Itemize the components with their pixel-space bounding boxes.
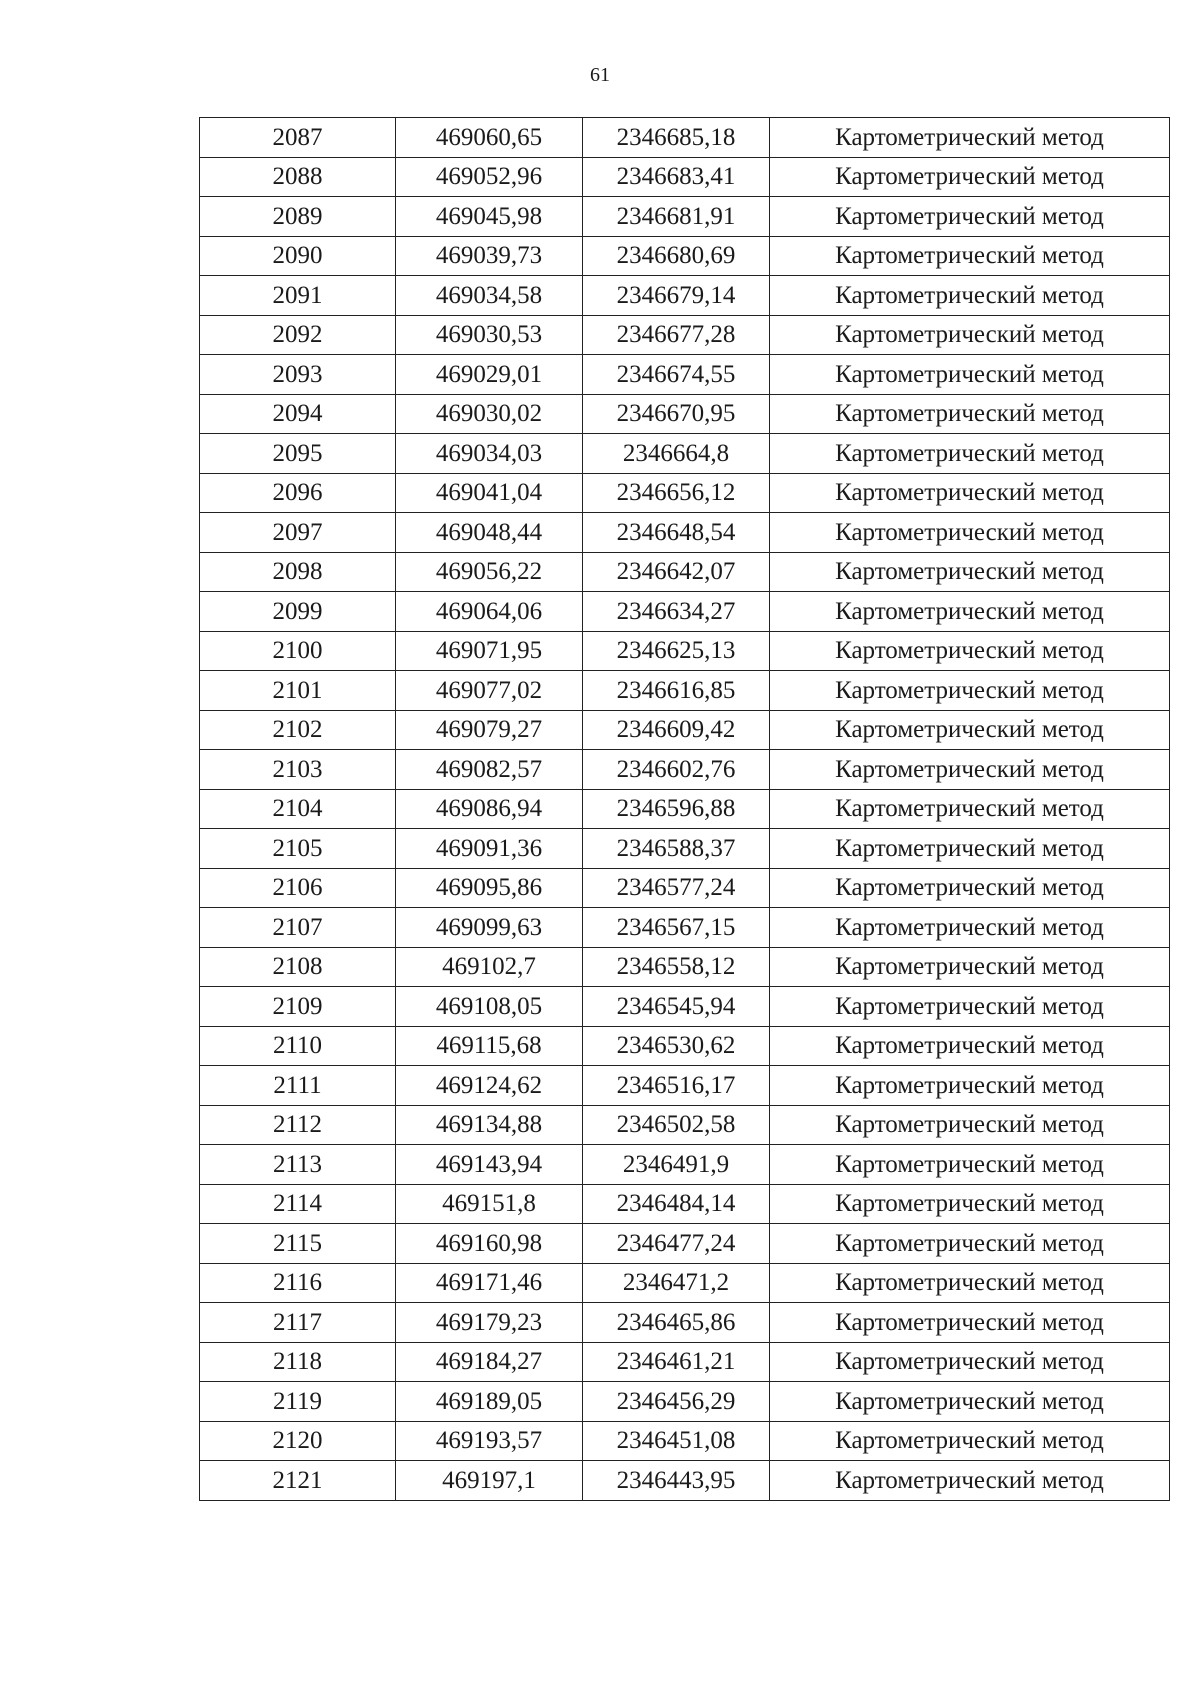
x-coordinate-cell: 469048,44: [396, 513, 583, 553]
x-coordinate-cell: 469095,86: [396, 868, 583, 908]
method-cell: Картометрический метод: [770, 1145, 1170, 1185]
x-coordinate-cell: 469056,22: [396, 552, 583, 592]
method-cell: Картометрический метод: [770, 552, 1170, 592]
table-row: [200, 236, 1170, 276]
table-row: [200, 947, 1170, 987]
coordinates-table-body: [200, 118, 1170, 1501]
y-coordinate-cell: 2346558,12: [583, 947, 770, 987]
point-number-cell: 2096: [200, 473, 396, 513]
x-coordinate-cell: 469029,01: [396, 355, 583, 395]
x-coordinate-cell: 469064,06: [396, 592, 583, 632]
x-coordinate-cell: 469124,62: [396, 1066, 583, 1106]
point-number-cell: 2116: [200, 1263, 396, 1303]
table-row: [200, 1342, 1170, 1382]
y-coordinate-cell: 2346616,85: [583, 671, 770, 711]
x-coordinate-cell: 469179,23: [396, 1303, 583, 1343]
y-coordinate-cell: 2346634,27: [583, 592, 770, 632]
table-row: [200, 1382, 1170, 1422]
table-row: [200, 710, 1170, 750]
point-number-cell: 2118: [200, 1342, 396, 1382]
table-row: [200, 592, 1170, 632]
method-cell: Картометрический метод: [770, 236, 1170, 276]
y-coordinate-cell: 2346461,21: [583, 1342, 770, 1382]
y-coordinate-cell: 2346674,55: [583, 355, 770, 395]
point-number-cell: 2119: [200, 1382, 396, 1422]
table-row: [200, 197, 1170, 237]
x-coordinate-cell: 469034,58: [396, 276, 583, 316]
method-cell: Картометрический метод: [770, 1105, 1170, 1145]
point-number-cell: 2104: [200, 789, 396, 829]
method-cell: Картометрический метод: [770, 1342, 1170, 1382]
table-row: [200, 394, 1170, 434]
y-coordinate-cell: 2346625,13: [583, 631, 770, 671]
method-cell: Картометрический метод: [770, 1224, 1170, 1264]
method-cell: Картометрический метод: [770, 1263, 1170, 1303]
method-cell: Картометрический метод: [770, 710, 1170, 750]
point-number-cell: 2112: [200, 1105, 396, 1145]
table-row: [200, 315, 1170, 355]
method-cell: Картометрический метод: [770, 355, 1170, 395]
x-coordinate-cell: 469143,94: [396, 1145, 583, 1185]
x-coordinate-cell: 469102,7: [396, 947, 583, 987]
y-coordinate-cell: 2346577,24: [583, 868, 770, 908]
y-coordinate-cell: 2346456,29: [583, 1382, 770, 1422]
x-coordinate-cell: 469052,96: [396, 157, 583, 197]
point-number-cell: 2090: [200, 236, 396, 276]
x-coordinate-cell: 469108,05: [396, 987, 583, 1027]
y-coordinate-cell: 2346664,8: [583, 434, 770, 474]
coordinates-table: [199, 117, 1170, 1501]
y-coordinate-cell: 2346683,41: [583, 157, 770, 197]
table-row: [200, 513, 1170, 553]
method-cell: Картометрический метод: [770, 987, 1170, 1027]
method-cell: Картометрический метод: [770, 513, 1170, 553]
point-number-cell: 2098: [200, 552, 396, 592]
method-cell: Картометрический метод: [770, 1026, 1170, 1066]
y-coordinate-cell: 2346648,54: [583, 513, 770, 553]
y-coordinate-cell: 2346443,95: [583, 1461, 770, 1501]
point-number-cell: 2088: [200, 157, 396, 197]
y-coordinate-cell: 2346545,94: [583, 987, 770, 1027]
point-number-cell: 2113: [200, 1145, 396, 1185]
table-row: [200, 1303, 1170, 1343]
method-cell: Картометрический метод: [770, 197, 1170, 237]
table-row: [200, 434, 1170, 474]
method-cell: Картометрический метод: [770, 908, 1170, 948]
point-number-cell: 2117: [200, 1303, 396, 1343]
x-coordinate-cell: 469086,94: [396, 789, 583, 829]
method-cell: Картометрический метод: [770, 947, 1170, 987]
y-coordinate-cell: 2346588,37: [583, 829, 770, 869]
method-cell: Картометрический метод: [770, 1461, 1170, 1501]
point-number-cell: 2099: [200, 592, 396, 632]
table-row: [200, 1184, 1170, 1224]
y-coordinate-cell: 2346484,14: [583, 1184, 770, 1224]
table-row: [200, 829, 1170, 869]
point-number-cell: 2110: [200, 1026, 396, 1066]
point-number-cell: 2101: [200, 671, 396, 711]
table-row: [200, 118, 1170, 158]
x-coordinate-cell: 469079,27: [396, 710, 583, 750]
y-coordinate-cell: 2346530,62: [583, 1026, 770, 1066]
table-row: [200, 1421, 1170, 1461]
point-number-cell: 2107: [200, 908, 396, 948]
point-number-cell: 2097: [200, 513, 396, 553]
y-coordinate-cell: 2346685,18: [583, 118, 770, 158]
point-number-cell: 2106: [200, 868, 396, 908]
point-number-cell: 2089: [200, 197, 396, 237]
y-coordinate-cell: 2346679,14: [583, 276, 770, 316]
x-coordinate-cell: 469030,53: [396, 315, 583, 355]
table-row: [200, 868, 1170, 908]
page-number: 61: [590, 64, 610, 86]
y-coordinate-cell: 2346656,12: [583, 473, 770, 513]
point-number-cell: 2094: [200, 394, 396, 434]
point-number-cell: 2091: [200, 276, 396, 316]
y-coordinate-cell: 2346516,17: [583, 1066, 770, 1106]
x-coordinate-cell: 469171,46: [396, 1263, 583, 1303]
x-coordinate-cell: 469071,95: [396, 631, 583, 671]
x-coordinate-cell: 469099,63: [396, 908, 583, 948]
x-coordinate-cell: 469197,1: [396, 1461, 583, 1501]
method-cell: Картометрический метод: [770, 789, 1170, 829]
x-coordinate-cell: 469091,36: [396, 829, 583, 869]
table-row: [200, 276, 1170, 316]
table-row: [200, 1105, 1170, 1145]
method-cell: Картометрический метод: [770, 473, 1170, 513]
table-row: [200, 157, 1170, 197]
point-number-cell: 2103: [200, 750, 396, 790]
y-coordinate-cell: 2346502,58: [583, 1105, 770, 1145]
method-cell: Картометрический метод: [770, 394, 1170, 434]
point-number-cell: 2095: [200, 434, 396, 474]
table-row: [200, 1224, 1170, 1264]
y-coordinate-cell: 2346670,95: [583, 394, 770, 434]
table-row: [200, 631, 1170, 671]
table-row: [200, 355, 1170, 395]
y-coordinate-cell: 2346567,15: [583, 908, 770, 948]
table-row: [200, 789, 1170, 829]
method-cell: Картометрический метод: [770, 1421, 1170, 1461]
method-cell: Картометрический метод: [770, 1184, 1170, 1224]
point-number-cell: 2115: [200, 1224, 396, 1264]
point-number-cell: 2121: [200, 1461, 396, 1501]
table-row: [200, 671, 1170, 711]
method-cell: Картометрический метод: [770, 750, 1170, 790]
method-cell: Картометрический метод: [770, 276, 1170, 316]
y-coordinate-cell: 2346477,24: [583, 1224, 770, 1264]
y-coordinate-cell: 2346677,28: [583, 315, 770, 355]
method-cell: Картометрический метод: [770, 157, 1170, 197]
point-number-cell: 2120: [200, 1421, 396, 1461]
point-number-cell: 2114: [200, 1184, 396, 1224]
y-coordinate-cell: 2346596,88: [583, 789, 770, 829]
x-coordinate-cell: 469039,73: [396, 236, 583, 276]
point-number-cell: 2092: [200, 315, 396, 355]
table-row: [200, 750, 1170, 790]
method-cell: Картометрический метод: [770, 434, 1170, 474]
point-number-cell: 2100: [200, 631, 396, 671]
x-coordinate-cell: 469193,57: [396, 1421, 583, 1461]
x-coordinate-cell: 469151,8: [396, 1184, 583, 1224]
point-number-cell: 2087: [200, 118, 396, 158]
table-row: [200, 987, 1170, 1027]
point-number-cell: 2111: [200, 1066, 396, 1106]
point-number-cell: 2093: [200, 355, 396, 395]
method-cell: Картометрический метод: [770, 315, 1170, 355]
method-cell: Картометрический метод: [770, 829, 1170, 869]
x-coordinate-cell: 469134,88: [396, 1105, 583, 1145]
y-coordinate-cell: 2346491,9: [583, 1145, 770, 1185]
y-coordinate-cell: 2346680,69: [583, 236, 770, 276]
table-row: [200, 1066, 1170, 1106]
method-cell: Картометрический метод: [770, 671, 1170, 711]
point-number-cell: 2105: [200, 829, 396, 869]
y-coordinate-cell: 2346602,76: [583, 750, 770, 790]
y-coordinate-cell: 2346451,08: [583, 1421, 770, 1461]
point-number-cell: 2102: [200, 710, 396, 750]
table-row: [200, 1145, 1170, 1185]
x-coordinate-cell: 469184,27: [396, 1342, 583, 1382]
y-coordinate-cell: 2346471,2: [583, 1263, 770, 1303]
x-coordinate-cell: 469160,98: [396, 1224, 583, 1264]
method-cell: Картометрический метод: [770, 118, 1170, 158]
method-cell: Картометрический метод: [770, 592, 1170, 632]
method-cell: Картометрический метод: [770, 1382, 1170, 1422]
x-coordinate-cell: 469115,68: [396, 1026, 583, 1066]
method-cell: Картометрический метод: [770, 631, 1170, 671]
x-coordinate-cell: 469082,57: [396, 750, 583, 790]
x-coordinate-cell: 469060,65: [396, 118, 583, 158]
table-row: [200, 473, 1170, 513]
x-coordinate-cell: 469034,03: [396, 434, 583, 474]
method-cell: Картометрический метод: [770, 1303, 1170, 1343]
method-cell: Картометрический метод: [770, 1066, 1170, 1106]
x-coordinate-cell: 469030,02: [396, 394, 583, 434]
method-cell: Картометрический метод: [770, 868, 1170, 908]
x-coordinate-cell: 469189,05: [396, 1382, 583, 1422]
point-number-cell: 2109: [200, 987, 396, 1027]
table-row: [200, 552, 1170, 592]
y-coordinate-cell: 2346609,42: [583, 710, 770, 750]
table-row: [200, 1263, 1170, 1303]
x-coordinate-cell: 469045,98: [396, 197, 583, 237]
point-number-cell: 2108: [200, 947, 396, 987]
y-coordinate-cell: 2346681,91: [583, 197, 770, 237]
table-row: [200, 908, 1170, 948]
table-row: [200, 1461, 1170, 1501]
table-row: [200, 1026, 1170, 1066]
x-coordinate-cell: 469041,04: [396, 473, 583, 513]
x-coordinate-cell: 469077,02: [396, 671, 583, 711]
y-coordinate-cell: 2346465,86: [583, 1303, 770, 1343]
y-coordinate-cell: 2346642,07: [583, 552, 770, 592]
